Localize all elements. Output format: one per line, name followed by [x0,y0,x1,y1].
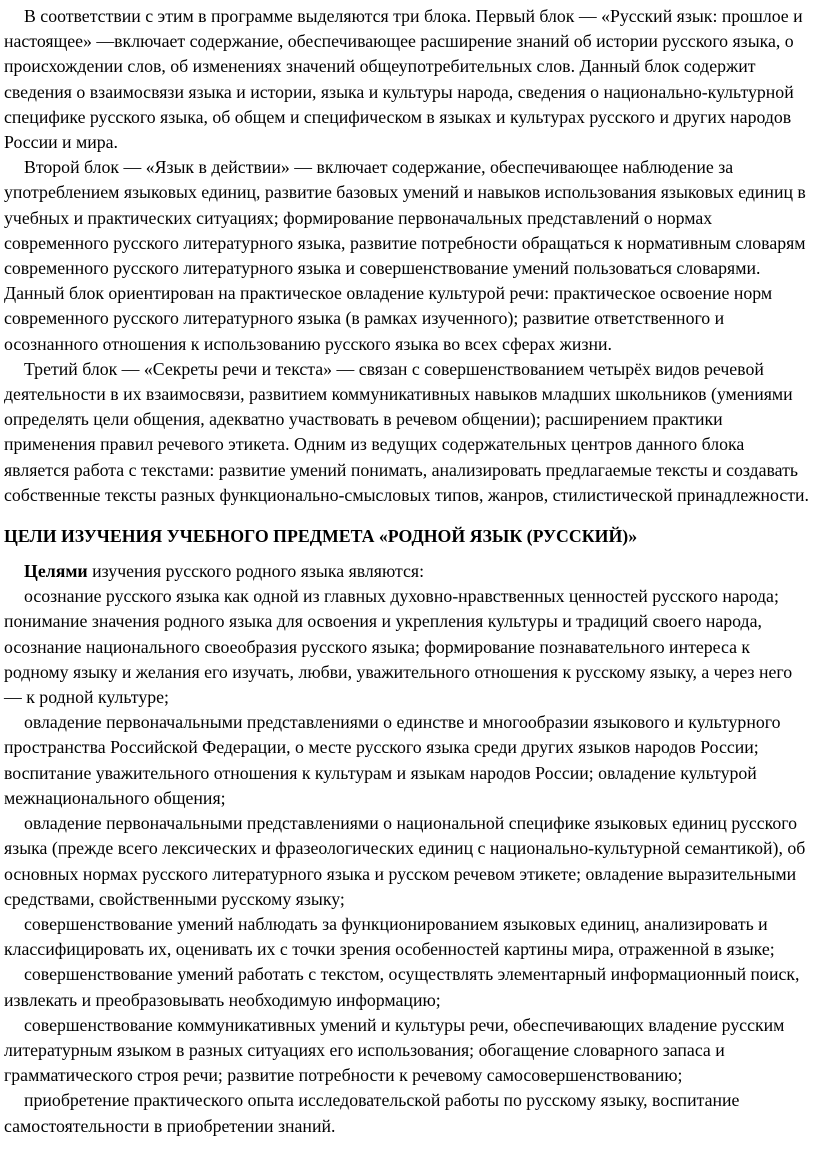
goal-item: овладение первоначальными представлениями о национальной специфике языковых единиц русского языка (прежде всего лексических и фразеологических единиц с национально-культурной семантикой), об основных нормах русского литературного языка и русском речевом этикете; овладение выразительными средствами, свойственными русскому языку; [4,813,806,909]
goal-item: осознание русского языка как одной из главных духовно-нравственных ценностей русского народа; понимание значения родного языка для освоения и укрепления культуры и традиций своего народа, осознание национального своеобразия русского языка; формирование познавательного интереса к родному языку и желания его изучать, любви, уважительного отношения к русскому языку, а через него — к родной культуре; [4,586,793,708]
paragraph-block-two: Второй блок — «Язык в действии» — включает содержание, обеспечивающее наблюдение за употреблением языковых единиц, развитие базовых умений и навыков использования языковых единиц в учебных и практических ситуациях; формирование первоначальных представлений о нормах современного русского литературного языка, развитие потребности обращаться к нормативным словарям современного русского литературного языка и совершенствование умений пользоваться словарями. Данный блок ориентирован на практическое овладение культурой речи: практическое освоение норм современного русского литературного языка (в рамках изученного); развитие ответственного и осознанного отношения к использованию русского языка во всех сферах жизни. [4,157,806,354]
paragraph-block-one: В соответствии с этим в программе выделяются три блока. Первый блок — «Русский язык: прошлое и настоящее» —включает содержание, обеспечивающее расширение знаний об истории русского языка, о происхождении слов, об изменениях значений общеупотребительных слов. Данный блок содержит сведения о взаимосвязи языка и истории, языка и культуры народа, сведения о национально-культурной специфике русского языка, об общем и специфическом в языках и культурах русского и других народов России и мира. [4,6,803,153]
goals-intro-rest: изучения русского родного языка являются: [87,561,425,582]
section-heading: ЦЕЛИ ИЗУЧЕНИЯ УЧЕБНОГО ПРЕДМЕТА «РОДНОЙ ЯЗЫК (РУССКИЙ)» [4,526,638,547]
document-page [4,4,812,1139]
paragraph-block-three: Третий блок — «Секреты речи и текста» — связан с совершенствованием четырёх видов речевой деятельности в их взаимосвязи, развитием коммуникативных навыков младших школьников (умениями определять цели общения, адекватно участвовать в речевом общении); расширением практики применения правил речевого этикета. Одним из ведущих содержательных центров данного блока является работа с текстами: развитие умений понимать, анализировать предлагаемые тексты и создавать собственные тексты разных функционально-смысловых типов, жанров, стилистической принадлежности. [4,358,810,505]
goal-item: совершенствование умений наблюдать за функционированием языковых единиц, анализировать и классифицировать их, оценивать их с точки зрения особенностей картины мира, отраженной в языке; [4,913,775,960]
goals-intro [4,559,812,584]
goals-intro-bold: Целями [24,561,88,582]
goal-item: овладение первоначальными представлениями о единстве и многообразии языкового и культурного пространства Российской Федерации, о месте русского языка среди других языков народов России; воспитание уважительного отношения к культурам и языкам народов России; овладение культурой межнационального общения; [4,712,781,808]
goal-item: совершенствование умений работать с текстом, осуществлять элементарный информационный поиск, извлекать и преобразовывать необходимую информацию; [4,964,800,1010]
goal-item: совершенствование коммуникативных умений и культуры речи, обеспечивающих владение русским литературным языком в разных ситуациях его использования; обогащение словарного запаса и грамматического строя речи; развитие потребности к речевому самосовершенствованию; [4,1014,785,1086]
goal-item: приобретение практического опыта исследовательской работы по русскому языку, воспитание самостоятельности в приобретении знаний. [4,1090,740,1136]
